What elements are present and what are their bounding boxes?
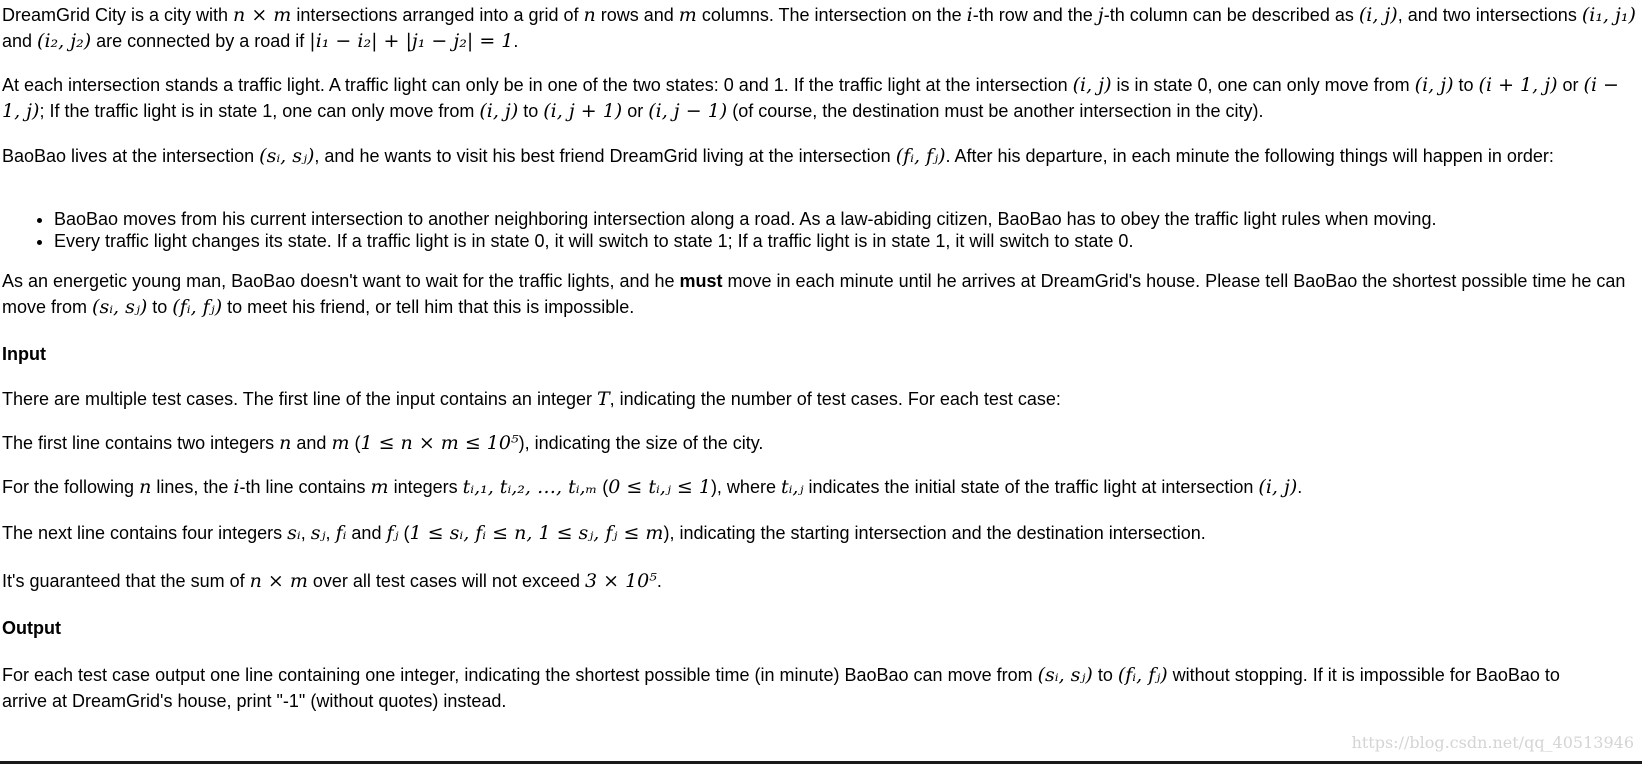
text: There are multiple test cases. The first line of the input contains an integer (2, 389, 597, 409)
math: (i, j) (479, 100, 519, 122)
math: (i₁, j₁) (1581, 4, 1636, 26)
math: m (678, 4, 697, 26)
text: to (147, 297, 173, 317)
math: (i, j) (1072, 74, 1112, 96)
output-paragraph (2, 662, 1602, 714)
text: move in each minute until he arrives at DreamGrid's house. Please tell BaoBao the shortest possible time he can move from (2, 271, 1626, 317)
math: sᵢ (287, 522, 301, 544)
math: (i, j) (1358, 4, 1398, 26)
math: n (139, 476, 152, 498)
text: indicates the initial state of the traffic light at intersection (803, 477, 1259, 497)
text: The first line contains two integers (2, 433, 280, 453)
text: are connected by a road if (91, 31, 310, 51)
math: i (966, 4, 973, 26)
text: ), indicating the size of the city. (518, 433, 764, 453)
input-paragraph-4 (2, 520, 1638, 546)
text: At each intersection stands a traffic light. A traffic light can only be in one of the two states: 0 and 1. If the traffic light at the intersection (2, 75, 1073, 95)
text: , (325, 523, 336, 543)
math: (i − 1, j) (2, 74, 1619, 122)
text: ( (349, 433, 361, 453)
math: (sᵢ, sⱼ) (1037, 664, 1093, 686)
math: sⱼ (310, 522, 326, 544)
math: j (1097, 4, 1104, 26)
input-paragraph-3 (2, 474, 1638, 500)
text: over all test cases will not exceed (307, 571, 585, 591)
lights-paragraph (2, 72, 1638, 124)
text: without stopping. If it is impossible for BaoBao to arrive at DreamGrid's house, print "-1" (without quotes) instead. (2, 665, 1560, 711)
text: For the following (2, 477, 140, 497)
text: , indicating the number of test cases. For each test case: (609, 389, 1061, 409)
text: (of course, the destination must be another intersection in the city). (727, 101, 1264, 121)
text: , (300, 523, 311, 543)
math: m (370, 476, 389, 498)
math: (fᵢ, fⱼ) (1117, 664, 1168, 686)
text: For each test case output one line containing one integer, indicating the shortest possible time (in minute) BaoBao can move from (2, 665, 1038, 685)
text: is in state 0, one can only move from (1111, 75, 1415, 95)
math: 1 ≤ n × m ≤ 10⁵ (360, 432, 519, 454)
math: n × m (233, 4, 292, 26)
text: or (1557, 75, 1584, 95)
emphasis: must (679, 271, 723, 291)
text: -th row and the (972, 5, 1098, 25)
steps-list (2, 208, 1638, 252)
math: i (233, 476, 240, 498)
text: , and two intersections (1397, 5, 1582, 25)
input-heading: Input (2, 344, 46, 364)
text: The next line contains four integers (2, 523, 288, 543)
text: . (1297, 477, 1303, 497)
math: 1 ≤ sᵢ, fᵢ ≤ n, 1 ≤ sⱼ, fⱼ ≤ m (409, 522, 664, 544)
math: n (279, 432, 292, 454)
text: or (622, 101, 649, 121)
math: (i₂, j₂) (37, 30, 92, 52)
input-paragraph-2 (2, 430, 1638, 456)
text: ), indicating the starting intersection and the destination intersection. (663, 523, 1206, 543)
math: (fᵢ, fⱼ) (895, 145, 946, 167)
energetic-paragraph (2, 268, 1638, 320)
math: fᵢ (335, 522, 347, 544)
text: . (513, 31, 519, 51)
math: 3 × 10⁵ (585, 570, 657, 592)
text: and (346, 523, 387, 543)
math: n × m (249, 570, 308, 592)
output-heading: Output (2, 618, 61, 638)
text: ; If the traffic light is in state 1, one can only move from (39, 101, 480, 121)
math: (i, j − 1) (648, 100, 728, 122)
text: integers (388, 477, 463, 497)
input-paragraph-1 (2, 386, 1638, 412)
intro-paragraph (2, 2, 1638, 54)
text: and (291, 433, 332, 453)
list-item: • Every traffic light changes its state. If a traffic light is in state 0, it will switch to state 1; If a traffic light is in state 1, it will switch to state 0. (54, 230, 1638, 252)
text: As an energetic young man, BaoBao doesn't want to wait for the traffic lights, and he (2, 271, 680, 291)
math: n (583, 4, 596, 26)
math: 0 ≤ tᵢ,ⱼ ≤ 1 (608, 476, 711, 498)
math: (i, j) (1414, 74, 1454, 96)
math: (sᵢ, sⱼ) (92, 296, 148, 318)
list-item: • BaoBao moves from his current intersection to another neighboring intersection along a road. As a law-abiding citizen, BaoBao has to obey the traffic light rules when moving. (54, 208, 1638, 230)
math: (sᵢ, sⱼ) (259, 145, 315, 167)
math: (i, j + 1) (543, 100, 623, 122)
text: to (518, 101, 544, 121)
text: to (1092, 665, 1118, 685)
text: -th column can be described as (1103, 5, 1359, 25)
math: (i + 1, j) (1478, 74, 1558, 96)
text: . After his departure, in each minute the following things will happen in order: (945, 146, 1554, 166)
text: -th line contains (239, 477, 371, 497)
baobao-paragraph (2, 143, 1638, 169)
text: rows and (595, 5, 679, 25)
text: ( (398, 523, 410, 543)
text: lines, the (151, 477, 234, 497)
math: tᵢ,₁, tᵢ,₂, …, tᵢ,ₘ (462, 476, 598, 498)
math: m (331, 432, 350, 454)
text: ), where (710, 477, 781, 497)
text: DreamGrid City is a city with (2, 5, 234, 25)
math: T (596, 388, 610, 410)
watermark-text: https://blog.csdn.net/qq_40513946 (1351, 733, 1634, 752)
math: (i, j) (1258, 476, 1298, 498)
text: to (1453, 75, 1479, 95)
math: (fᵢ, fⱼ) (172, 296, 223, 318)
text: columns. The intersection on the (696, 5, 967, 25)
text: intersections arranged into a grid of (291, 5, 584, 25)
text: BaoBao lives at the intersection (2, 146, 260, 166)
text: and (2, 31, 38, 51)
text: , and he wants to visit his best friend DreamGrid living at the intersection (314, 146, 896, 166)
text: It's guaranteed that the sum of (2, 571, 250, 591)
input-paragraph-5 (2, 568, 1638, 594)
text: to meet his friend, or tell him that this is impossible. (222, 297, 635, 317)
text: ( (597, 477, 609, 497)
math: |i₁ − i₂| + |j₁ − j₂| = 1 (309, 30, 514, 52)
math: fⱼ (386, 522, 399, 544)
math: tᵢ,ⱼ (780, 476, 804, 498)
text: . (656, 571, 662, 591)
